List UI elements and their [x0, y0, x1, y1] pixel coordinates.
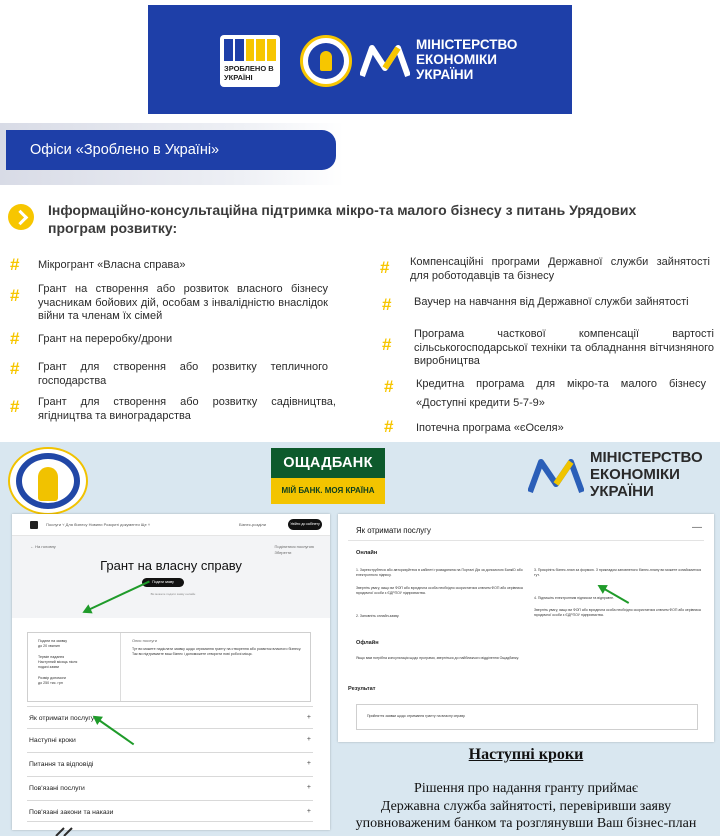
ministry-m-icon: [360, 38, 410, 82]
hash-bullet-icon: #: [10, 255, 20, 274]
accordion-item-next-steps[interactable]: [27, 728, 313, 750]
support-heading: Інформаційно-консультаційна підтримка мікро-та малого бізнесу з питань Урядових програм розвитку:: [48, 202, 637, 236]
hash-bullet-icon: #: [382, 295, 392, 314]
diia-login-button[interactable]: Увійти до кабінету: [288, 519, 322, 530]
ministry-label-top: МІНІСТЕРСТВО ЕКОНОМІКИ УКРАЇНИ: [416, 37, 518, 82]
next-steps-line: Рішення про надання гранту приймає: [414, 781, 638, 796]
program-item: Мікрогрант «Власна справа»: [38, 259, 186, 271]
diia-back-link[interactable]: ← На головну: [30, 544, 56, 549]
diia-apply-note: Ви можете подати заяву онлайн: [150, 592, 196, 596]
diia-side-links[interactable]: Поділитися послугою Зберегти: [274, 544, 314, 555]
employment-service-logo-icon: [8, 447, 88, 515]
top-banner: [148, 5, 572, 114]
oschadbank-logo: [271, 448, 385, 504]
program-item: Грант для створення або розвитку садівництва, ягідництва та виноградарства: [38, 396, 336, 422]
result-box: [356, 704, 698, 730]
accordion-label: Наступні кроки: [29, 737, 76, 744]
plus-icon: +: [306, 808, 311, 815]
made-in-ukraine-logo: [220, 35, 280, 87]
diia-nav-items[interactable]: Послуги ˅ Для бізнесу Новини Розкриті документи Ще ˅: [46, 522, 151, 527]
hash-bullet-icon: #: [380, 258, 390, 277]
program-item: Програма часткової компенсації вартості сільськогосподарської техніки та обладнання вітчизняного виробництва: [414, 328, 714, 367]
online-step-3: 3. Прикріпіть бізнес-план за формою. З прикладом заповненого бізнес-плану ви можете ознайомитися тут.: [534, 568, 702, 578]
diia-logo-icon: [30, 521, 38, 529]
online-step-4-note: Зверніть увагу, якщо ви ФОП або юридична особа необхідно скористатися ключем ФОП або керівника юридичної особи з ЄДРПОУ підприємства.: [534, 608, 701, 618]
result-text: Прийняття заявки щодо отримання гранту на власну справу.: [367, 714, 466, 718]
next-steps-title: Наступні кроки: [468, 746, 584, 763]
program-item: Іпотечна програма «єОселя»: [416, 422, 564, 434]
ministry-label-bottom: МІНІСТЕРСТВО ЕКОНОМІКИ УКРАЇНИ: [590, 449, 703, 500]
employment-service-seal-icon: [300, 35, 352, 87]
diia-apply-button[interactable]: Подати заяву: [142, 578, 184, 587]
oschadbank-name: ОЩАДБАНК: [271, 448, 385, 478]
hash-bullet-icon: #: [10, 359, 20, 378]
plus-icon: +: [306, 784, 311, 791]
online-label: Онлайн: [356, 550, 378, 556]
diia-service-card: [27, 632, 311, 702]
accordion-label: Пов'язані послуги: [29, 785, 85, 792]
program-item: Грант на переробку/дрони: [38, 333, 173, 345]
diia-card-title: Опис послуги: [132, 638, 158, 643]
arrow-right-icon: [8, 204, 34, 230]
how-to-get-screenshot: [338, 514, 714, 742]
diia-service-screenshot: [12, 514, 330, 830]
accordion-label: Питання та відповіді: [29, 761, 94, 768]
divider: [348, 540, 704, 541]
ministry-m-icon: [528, 452, 584, 498]
online-step-1: 1. Зареєструйтеся або авторизуйтеся в кабінеті громадянина на Порталі Дія за допомогою БанкID або електронного підпису.: [356, 568, 523, 578]
how-to-get-title: Як отримати послугу: [356, 526, 431, 535]
accordion-item-how-to-get[interactable]: [27, 706, 313, 728]
hash-bullet-icon: #: [384, 377, 394, 396]
hash-bullet-icon: #: [10, 329, 20, 348]
online-step-4: 4. Підпишіть електронним підписом та відправте.: [534, 596, 615, 600]
diia-card-facts: Подати на заявку до 20 хвилин Термін надання Наступний місяць після подачі заяви Розмір допомоги до 250 тис. грн: [38, 639, 78, 686]
diia-card-description: Тут ви можете надіслати заявку щодо отримання гранту на створення або розвиток власного бізнесу. Так ви підтримаєте ваш бізнес і допоможете створити нові робочі місця.: [132, 647, 302, 657]
plus-icon: +: [306, 714, 311, 721]
program-item: Компенсаційні програми Державної служби зайнятості для роботодавців та бізнесу: [410, 256, 710, 282]
offline-label: Офлайн: [356, 640, 379, 646]
accordion-label: Як отримати послугу: [29, 715, 95, 722]
hash-bullet-icon: #: [10, 397, 20, 416]
result-label: Результат: [348, 686, 376, 692]
made-in-ukraine-label: ЗРОБЛЕНО В УКРАЇНІ: [224, 64, 274, 82]
accordion-item-faq[interactable]: [27, 752, 313, 774]
hash-bullet-icon: #: [384, 417, 394, 436]
hash-bullet-icon: #: [10, 286, 20, 305]
accordion-label: Пов'язані закони та накази: [29, 809, 114, 816]
online-step-1-note: Зверніть увагу, якщо ви ФОП або юридична особа необхідно скористатися ключем ФОП або керівника юридичної особи з ЄДРПОУ підприємства.: [356, 586, 523, 596]
oschadbank-slogan: МІЙ БАНК. МОЯ КРАЇНА: [271, 478, 385, 504]
offline-text: Якщо вам потрібна консультація щодо програми, зверніться до найближчого відділення Ощадбанку.: [356, 656, 519, 660]
accordion-item-related-services[interactable]: [27, 776, 313, 798]
ministry-logo-bottom: [528, 449, 720, 500]
plus-icon: +: [306, 760, 311, 767]
next-steps-text: [338, 780, 714, 833]
diia-card-divider: [120, 633, 121, 701]
ministry-logo-top: [360, 37, 536, 82]
accordion-item-related-laws[interactable]: [27, 800, 313, 822]
diia-hero: [12, 536, 330, 618]
program-item: Кредитна програма для мікро-та малого бізнесу «Доступні кредити 5-7-9»: [416, 378, 706, 409]
minus-icon[interactable]: —: [692, 522, 702, 533]
plus-icon: +: [306, 736, 311, 743]
next-steps-line: Державна служба зайнятості, перевіривши заяву: [380, 798, 672, 814]
diia-nav-bar: [12, 514, 330, 536]
decorative-lines-icon: [54, 826, 90, 836]
diia-nav-search[interactable]: Бізнес-розділи: [238, 522, 266, 527]
program-item: Грант для створення або розвитку тепличного господарства: [38, 361, 328, 387]
next-steps-line: уповноваженим банком та розглянувши Ваш бізнес-план: [355, 816, 697, 831]
program-item: Ваучер на навчання від Державної служби зайнятості: [414, 296, 689, 308]
diia-page-title: Грант на власну справу: [100, 558, 242, 573]
online-step-2: 2. Заповніть онлайн-заяву.: [356, 614, 400, 618]
made-in-ukraine-stripes-icon: [224, 39, 276, 61]
offices-header: Офіси «Зроблено в Україні»: [6, 130, 336, 170]
program-item: Грант на створення або розвиток власного бізнесу учасникам бойових дій, особам з інвалідністю внаслідок війни та членам їх сімей: [38, 283, 328, 322]
hash-bullet-icon: #: [382, 335, 392, 354]
